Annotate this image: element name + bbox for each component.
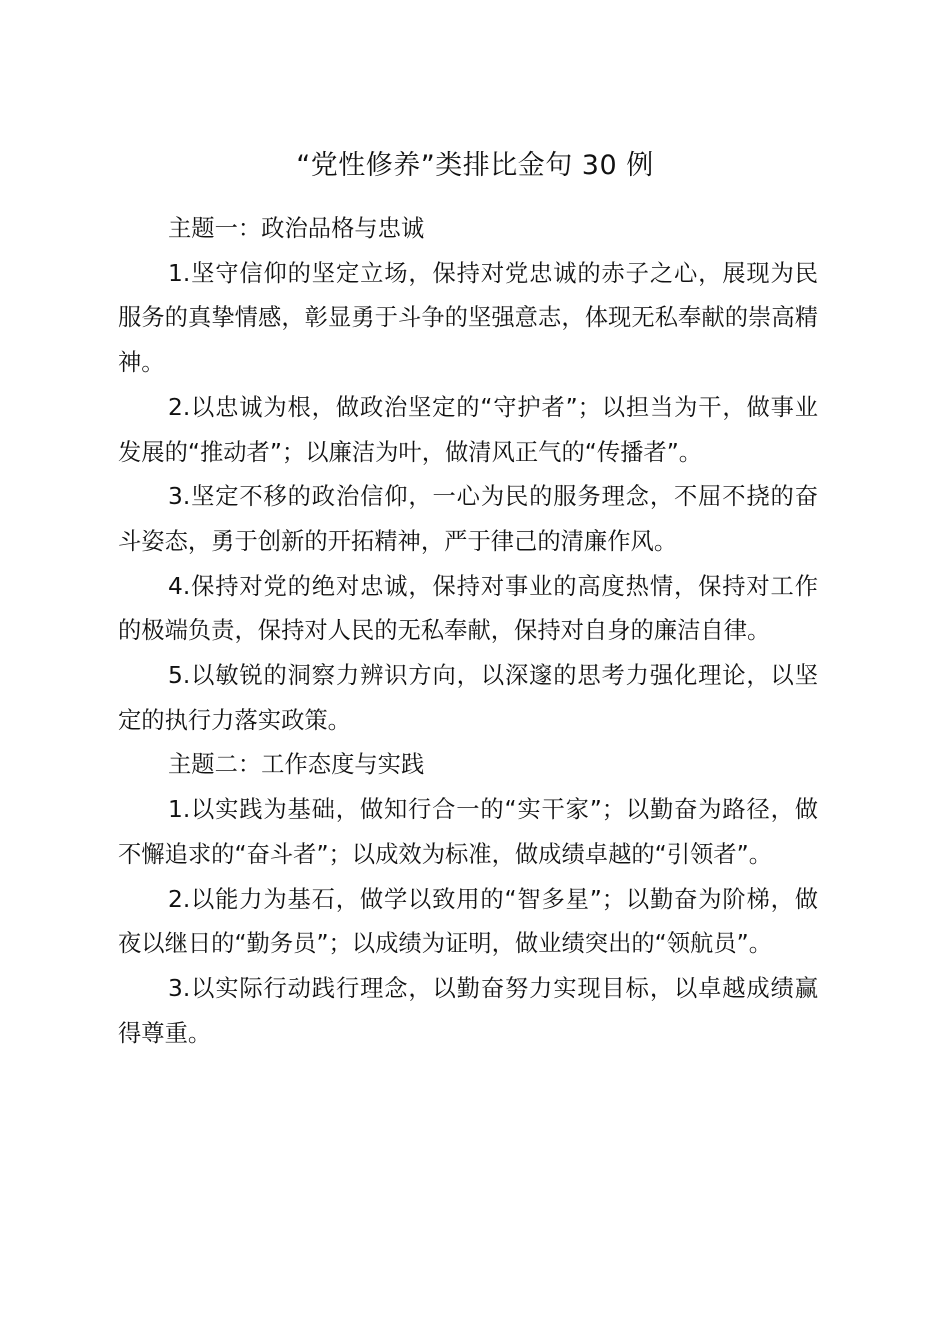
list-item: 5.以敏锐的洞察力辨识方向，以深邃的思考力强化理论，以坚定的执行力落实政策。 [118, 662, 818, 734]
section-heading: 主题一：政治品格与忠诚 [168, 215, 425, 242]
list-item: 3.以实际行动践行理念，以勤奋努力实现目标，以卓越成绩赢得尊重。 [118, 974, 818, 1047]
list-item: 1.以实践为基础，做知行合一的“实干家”；以勤奋为路径，做不懈追求的“奋斗者”；以成效为标准，做成绩卓越的“引领者”。 [118, 796, 818, 868]
list-item: 2.以忠诚为根，做政治坚定的“守护者”；以担当为干，做事业发展的“推动者”；以廉洁为叶，做清风正气的“传播者”。 [118, 393, 818, 466]
list-item: 1.坚守信仰的坚定立场，保持对党忠诚的赤子之心，展现为民服务的真挚情感，彰显勇于斗争的坚强意志，体现无私奉献的崇高精神。 [118, 259, 818, 377]
list-item: 3.坚定不移的政治信仰，一心为民的服务理念，不屈不挠的奋斗姿态，勇于创新的开拓精神，严于律己的清廉作风。 [118, 483, 818, 555]
list-item: 2.以能力为基石，做学以致用的“智多星”；以勤奋为阶梯，做夜以继日的“勤务员”；以成绩为证明，做业绩突出的“领航员”。 [118, 885, 818, 958]
document-title: “党性修养”类排比金句 30 例 [296, 150, 654, 181]
section-heading: 主题二：工作态度与实践 [168, 751, 425, 779]
list-item: 4.保持对党的绝对忠诚，保持对事业的高度热情，保持对工作的极端负责，保持对人民的无私奉献，保持对自身的廉洁自律。 [118, 572, 818, 645]
document-body [118, 207, 818, 1056]
